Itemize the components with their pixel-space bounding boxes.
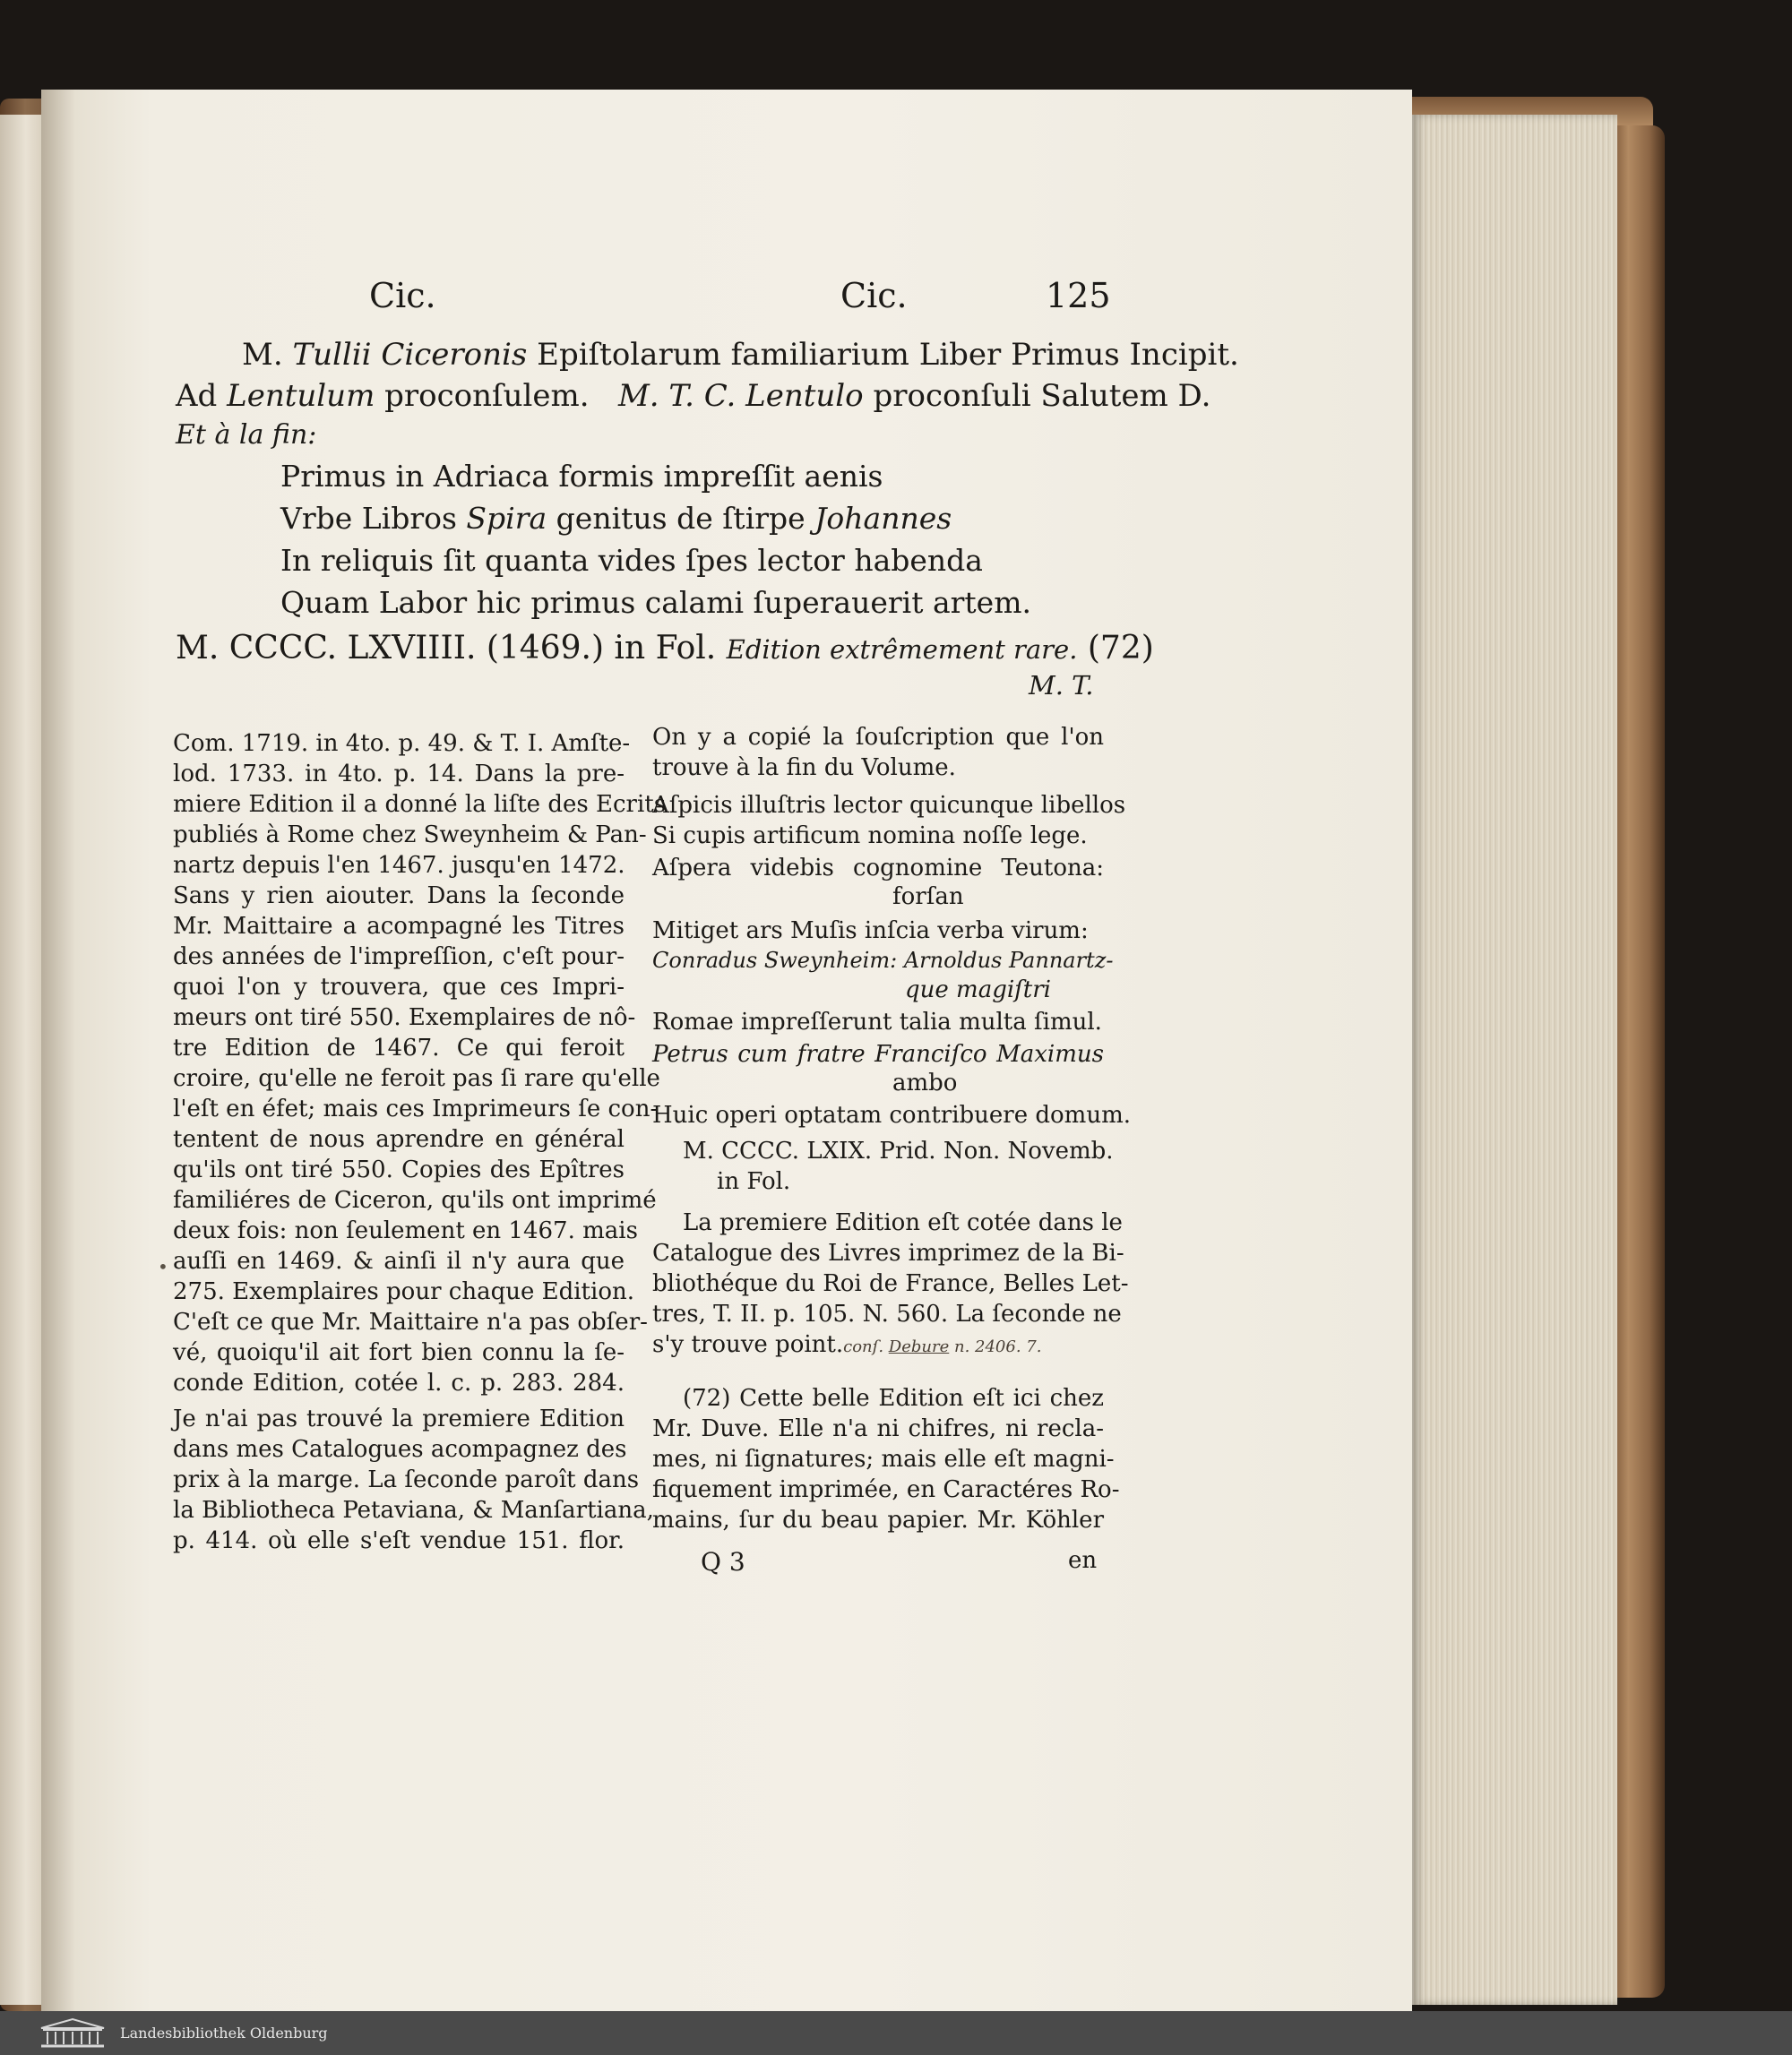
left-column-line: familiéres de Ciceron, qu'ils ont imprimé <box>173 1187 657 1214</box>
right-column-line: tres, T. II. p. 105. N. 560. La ſeconde ne <box>652 1301 1122 1328</box>
right-column-line: mains, ſur du beau papier. Mr. Köhler <box>652 1507 1104 1534</box>
right-column-line: bliothéque du Roi de France, Belles Let- <box>652 1270 1129 1297</box>
left-column-line: C'eſt ce que Mr. Maittaire n'a pas obſer- <box>173 1309 648 1336</box>
left-column-line: p. 414. où elle s'eſt vendue 151. flor. <box>173 1527 625 1554</box>
title-line-2: Ad Lentulum proconſulem. M. T. C. Lentulo proconſuli Salutem D. <box>176 378 1211 414</box>
left-column-line: tentent de nous aprendre en général <box>173 1126 625 1153</box>
building-icon <box>39 2017 106 2050</box>
signature-mark: Q 3 <box>701 1547 745 1577</box>
running-head-left: Cic. <box>369 276 436 315</box>
left-column-line: publiés à Rome chez Sweynheim & Pan- <box>173 821 647 848</box>
left-column-line: vé, quoiqu'il ait fort bien connu la ſe- <box>173 1339 625 1366</box>
colophon-verse-line: Vrbe Libros Spira genitus de ſtirpe Johannes <box>280 501 952 536</box>
left-column-line: lod. 1733. in 4to. p. 14. Dans la pre- <box>173 761 625 787</box>
imprint-line: M. CCCC. LXVIIII. (1469.) in Fol. Edition extrêmement rare. (72) <box>176 630 1154 666</box>
right-column-line: On y a copié la ſouſcription que l'on <box>652 724 1104 751</box>
right-column-line: fiquement imprimée, en Caractéres Ro- <box>652 1476 1120 1503</box>
left-column-line: la Bibliotheca Petaviana, & Manſartiana, <box>173 1497 654 1524</box>
left-column-line: meurs ont tiré 550. Exemplaires de nô- <box>173 1004 636 1031</box>
right-column-line: Aſpicis illuſtris lector quicunque libellos <box>652 792 1126 819</box>
left-column-line: Mr. Maittaire a acompagné les Titres <box>173 913 625 940</box>
title-line-3: Et à la fin: <box>176 419 317 451</box>
colophon-verse-line: Quam Labor hic primus calami ſuperauerit artem. <box>280 585 1031 620</box>
right-column-line: La premiere Edition eſt cotée dans le <box>683 1209 1123 1236</box>
right-column-line: Mitiget ars Muſis inſcia verba virum: <box>652 917 1089 944</box>
left-column-line: tre Edition de 1467. Ce qui feroit <box>173 1035 625 1062</box>
right-column-line: mes, ni ſignatures; mais elle eſt magni- <box>652 1446 1115 1473</box>
library-name: Landesbibliothek Oldenburg <box>120 2025 328 2042</box>
left-column-line: dans mes Catalogues acompagnez des <box>173 1436 627 1463</box>
left-column-line: qu'ils ont tiré 550. Copies des Epîtres <box>173 1156 625 1183</box>
left-column-line: auſſi en 1469. & ainſi il n'y aura que <box>173 1248 625 1275</box>
left-column-line: quoi l'on y trouvera, que ces Impri- <box>173 974 625 1001</box>
catchword: en <box>1068 1547 1098 1574</box>
left-column-line: conde Edition, cotée l. c. p. 283. 284. <box>173 1370 625 1397</box>
left-column-line: l'eſt en éfet; mais ces Imprimeurs ſe con- <box>173 1096 659 1122</box>
page-number: 125 <box>1046 276 1111 315</box>
book-right-cover <box>1613 125 1665 1998</box>
right-column-line: trouve à la fin du Volume. <box>652 754 956 781</box>
left-column-line: 275. Exemplaires pour chaque Edition. <box>173 1278 634 1305</box>
left-column-line: des années de l'impreſſion, c'eſt pour- <box>173 943 625 970</box>
right-column-line: M. CCCC. LXIX. Prid. Non. Novemb. <box>683 1138 1114 1165</box>
right-column-line: Conradus Sweynheim: Arnoldus Pannartz- <box>652 948 1114 973</box>
colophon-verse-line: In reliquis ſit quanta vides ſpes lector habenda <box>280 543 983 578</box>
right-column-line: Si cupis artificum nomina noſſe lege. <box>652 822 1088 849</box>
right-column-line: forſan <box>892 883 964 910</box>
left-column-line: deux fois: non ſeulement en 1467. mais <box>173 1217 638 1244</box>
right-column-line: s'y trouve point.conſ. Debure n. 2406. 7. <box>652 1331 1042 1358</box>
left-column-line: Sans y rien aiouter. Dans la ſeconde <box>173 882 625 909</box>
right-column-line: Romae impreſſerunt talia multa ſimul. <box>652 1009 1102 1036</box>
left-column-line: prix à la marge. La ſeconde paroît dans <box>173 1466 640 1493</box>
right-column-line: Aſpera videbis cognomine Teutona: <box>652 855 1104 881</box>
right-column-line: Catalogue des Livres imprimez de la Bi- <box>652 1240 1124 1267</box>
imprint-continuation: M. T. <box>1029 670 1094 701</box>
left-page-edge <box>0 115 43 2005</box>
title-line-1: M. Tullii Ciceronis Epiſtolarum familiarium Liber Primus Incipit. <box>242 337 1239 373</box>
right-column-line: Huic operi optatam contribuere domum. <box>652 1102 1131 1129</box>
right-column-line: ambo <box>892 1070 958 1096</box>
handwritten-note: conſ. Debure n. 2406. 7. <box>843 1337 1042 1356</box>
colophon-verse-line: Primus in Adriaca formis impreſſit aenis <box>280 459 883 494</box>
right-column-line: (72) Cette belle Edition eſt ici chez <box>683 1385 1104 1412</box>
margin-mark: • <box>158 1256 168 1277</box>
right-column-line: Mr. Duve. Elle n'a ni chifres, ni recla- <box>652 1415 1104 1442</box>
running-head-center: Cic. <box>840 276 908 315</box>
left-column-line: croire, qu'elle ne feroit pas ſi rare qu'elle <box>173 1065 660 1092</box>
left-column-line: nartz depuis l'en 1467. jusqu'en 1472. <box>173 852 625 879</box>
left-column-line: Je n'ai pas trouvé la premiere Edition <box>173 1406 625 1432</box>
right-column-line: Petrus cum fratre Franciſco Maximus <box>652 1041 1104 1068</box>
right-column-line: que magiſtri <box>905 976 1051 1003</box>
left-column-line: Com. 1719. in 4to. p. 49. & T. I. Amſte- <box>173 730 631 757</box>
page-block-edge <box>1411 115 1617 2005</box>
left-column-line: miere Edition il a donné la liſte des Ecrits <box>173 791 667 818</box>
right-column-line: in Fol. <box>717 1168 791 1195</box>
